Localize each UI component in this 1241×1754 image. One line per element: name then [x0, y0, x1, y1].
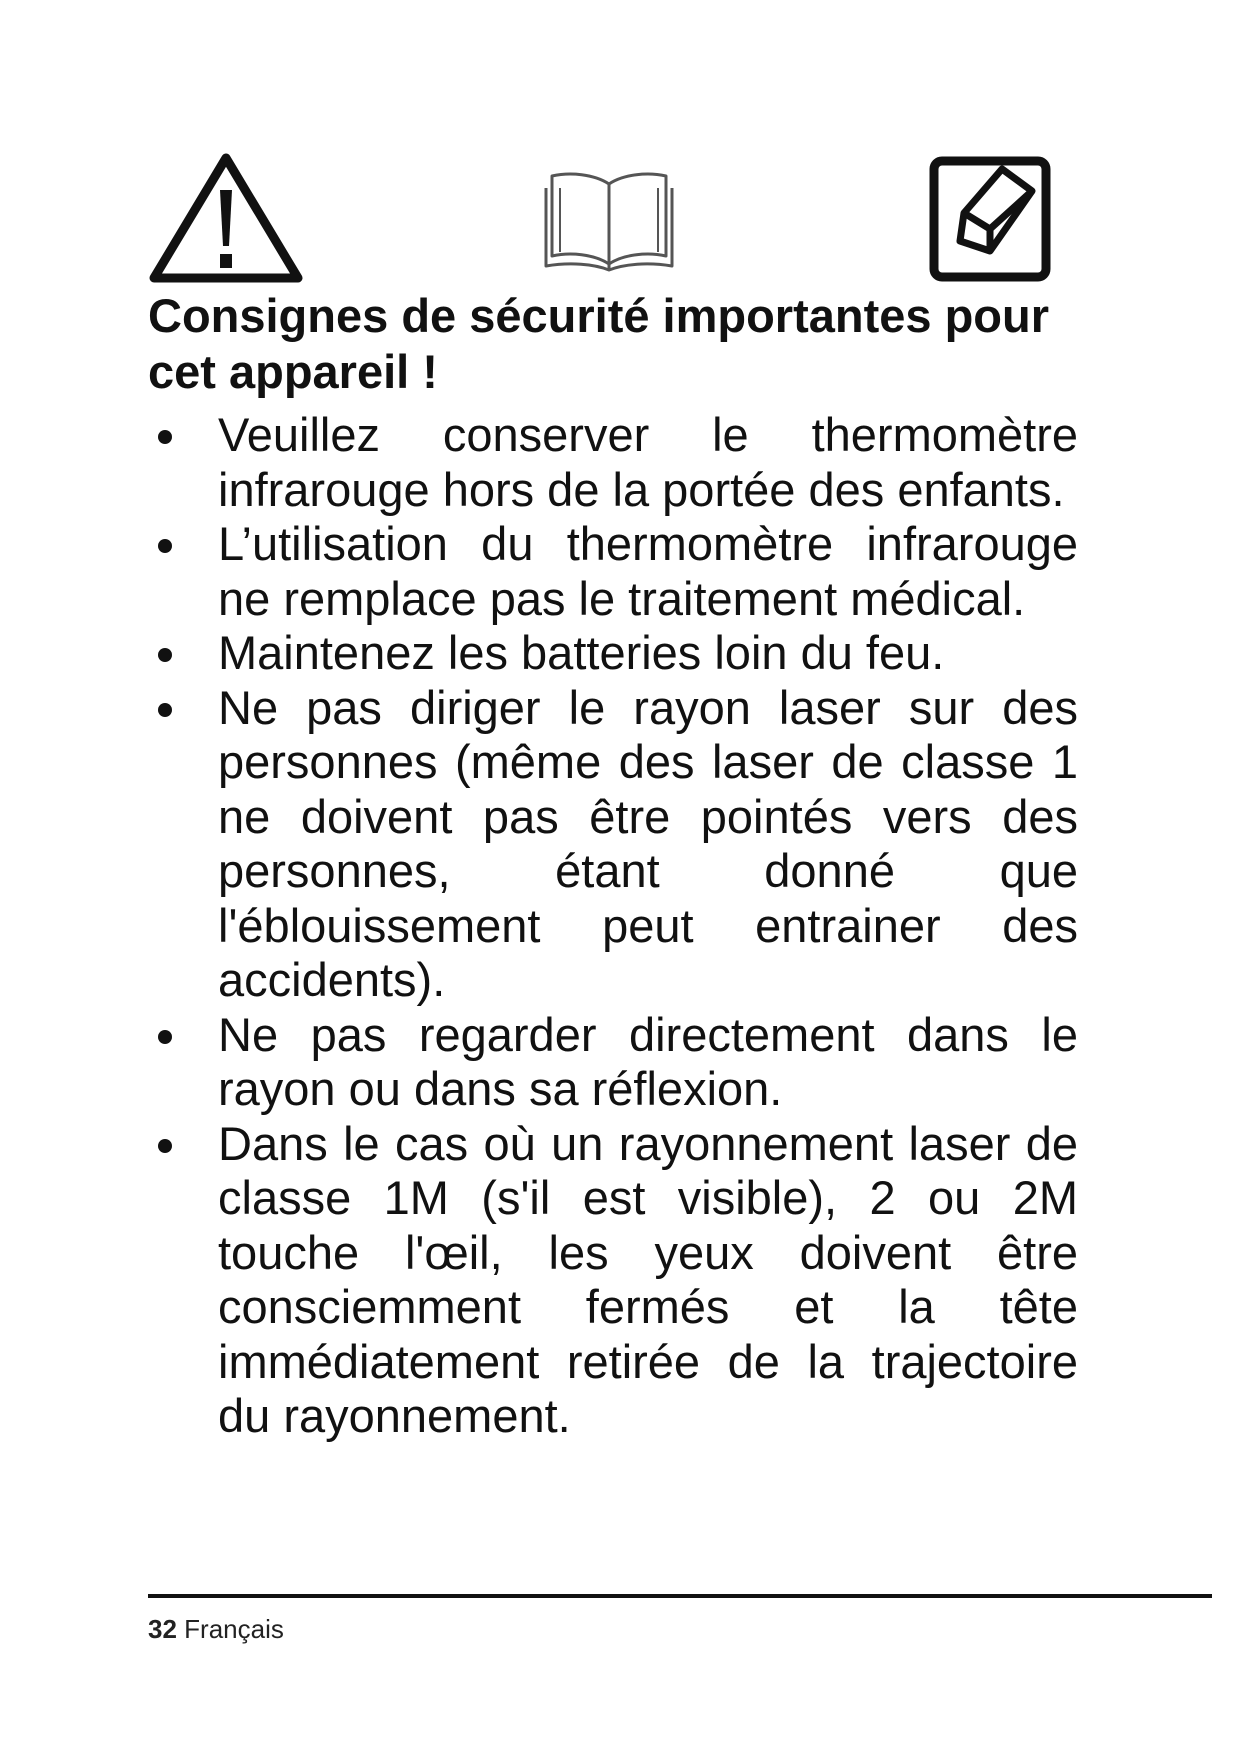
footer-language: Français: [184, 1614, 284, 1644]
open-book-icon: [540, 168, 678, 272]
bullet-icon: [158, 1030, 172, 1044]
bullet-icon: [158, 430, 172, 444]
page-footer: [148, 1614, 284, 1644]
list-item: [148, 681, 1078, 1008]
list-item: [148, 1008, 1078, 1117]
page-title: Consignes de sécurité importantes pour cet appareil !: [148, 289, 1050, 398]
bullet-icon: [158, 648, 172, 662]
list-item-text: Dans le cas où un rayonnement laser de classe 1M (s'il est visible), 2 ou 2M touche l'œil, les yeux doivent être consciemment fermés et la tête immédiatement retirée de la trajectoire du rayonnement.: [218, 1116, 1078, 1442]
pencil-note-icon: [928, 155, 1052, 283]
warning-triangle-icon: [148, 150, 304, 286]
list-item-text: Maintenez les batteries loin du feu.: [218, 626, 945, 679]
page-number: 32: [148, 1614, 177, 1644]
list-item: [148, 626, 1078, 681]
list-item-text: Veuillez conserver le thermomètre infrarouge hors de la portée des enfants.: [218, 408, 1078, 516]
list-item: [148, 1117, 1078, 1444]
list-item: [148, 517, 1078, 626]
bullet-icon: [158, 539, 172, 553]
list-item-text: L’utilisation du thermomètre infrarouge ne remplace pas le traitement médical.: [218, 517, 1078, 625]
bullet-icon: [158, 1139, 172, 1153]
safety-instructions-list: [148, 408, 1078, 1444]
bullet-icon: [158, 703, 172, 717]
list-item-text: Ne pas diriger le rayon laser sur des personnes (même des laser de classe 1 ne doivent pas être pointés vers des personnes, étant donné que l'éblouissement peut entrainer des accidents).: [218, 680, 1078, 1006]
footer-divider: [148, 1594, 1212, 1598]
list-item-text: Ne pas regarder directement dans le rayon ou dans sa réflexion.: [218, 1007, 1078, 1115]
list-item: [148, 408, 1078, 517]
